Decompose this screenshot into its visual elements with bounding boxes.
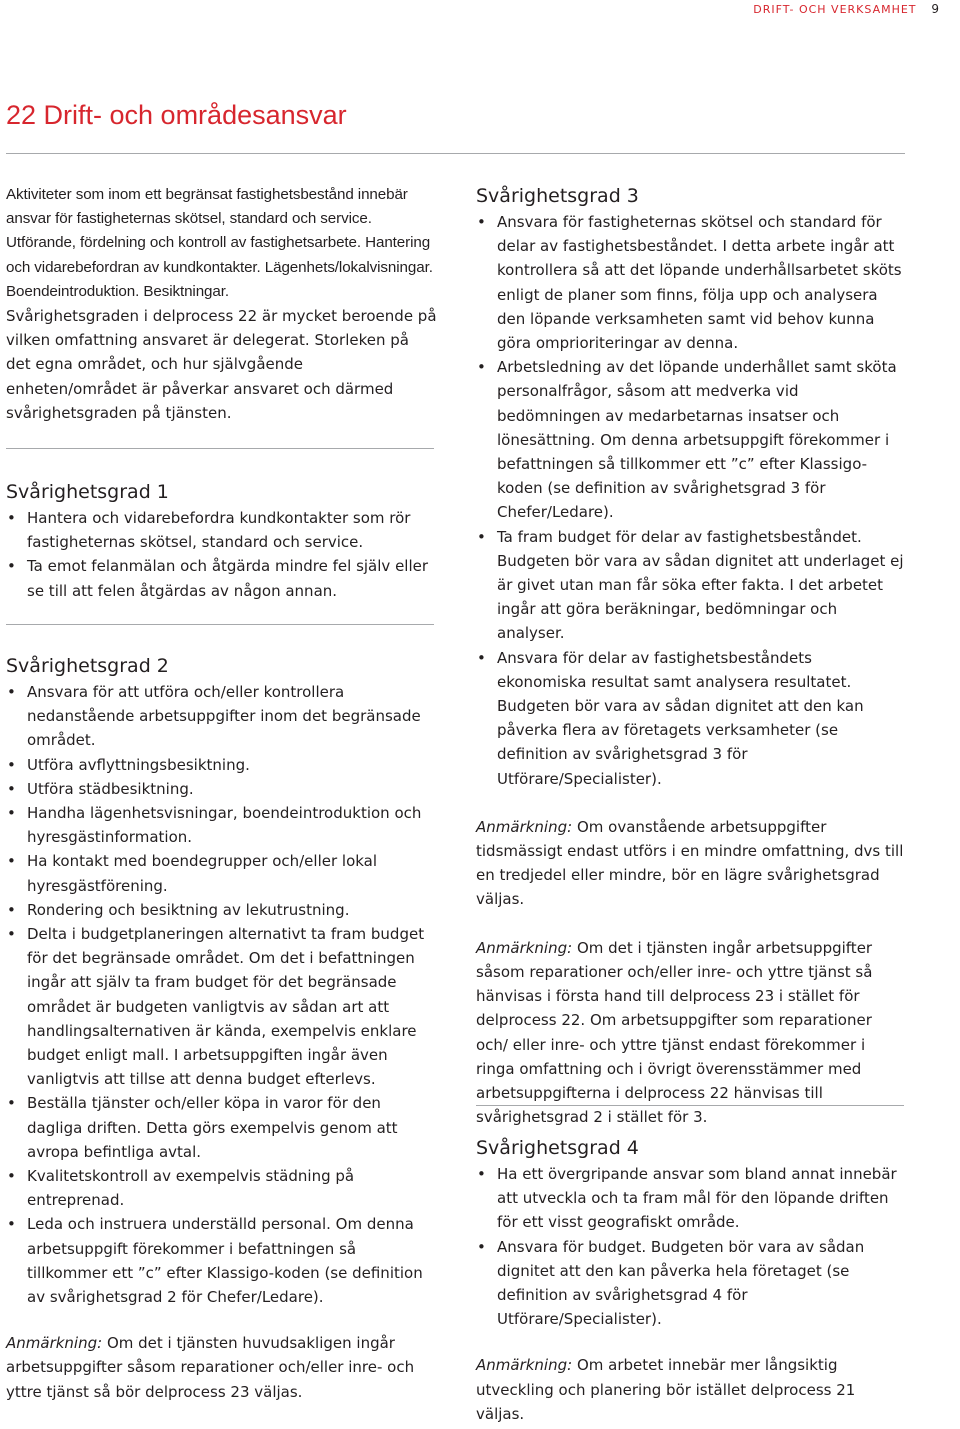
list-item: • Delta i budgetplaneringen alternativt ta fram budget för det begränsade området. Om det i befattningen ingår att själv ta fram budget för det begränsade området är budgeten vanligtvis av sådan art att handlingsalternativen är kända, exempelvis enklare budget enligt mall. I arbetsuppgiften ingår även vanligtvis att tillse att denna budget efterlevs.: [6, 922, 438, 1091]
list-item: • Ha ett övergripande ansvar som bland annat innebär att utveckla och ta fram mål för den löpande driften för ett visst geografiskt område.: [476, 1162, 906, 1235]
title-divider: [6, 153, 905, 154]
grade-4-section: [476, 1136, 906, 1426]
list-item: • Handha lägenhetsvisningar, boendeintroduktion och hyresgästinformation.: [6, 801, 438, 849]
grade-4-list: [476, 1162, 906, 1331]
grade-1-list: [6, 506, 438, 603]
note-text: Om det i tjänsten huvudsakligen ingår arbetsuppgifter såsom reparationer och/eller inre- och yttre tjänst så bör delprocess 23 väljas.: [6, 1334, 415, 1401]
note-text: Om det i tjänsten ingår arbetsuppgifter såsom reparationer och/eller inre- och yttre tjänst så hänvisas i första hand till delprocess 23 i stället för delprocess 22. Om arbetsuppgifter som reparationer och/ eller inre- och yttre tjänst endast förekommer i ringa omfattning och i övrigt överensstämmer med arbetsuppgifterna i delprocess 22 hänvisas till svårighetsgrad 2 i stället för 3.: [476, 938, 873, 1127]
grade-4-note: [476, 1353, 906, 1426]
list-item: • Beställa tjänster och/eller köpa in varor för den dagliga driften. Detta görs exempelvis genom att avropa befintliga avtal.: [6, 1091, 438, 1164]
list-item: • Utföra avflyttningsbesiktning.: [6, 753, 438, 777]
note-label: Anmärkning:: [476, 817, 573, 836]
list-item: • Kvalitetskontroll av exempelvis städning på entreprenad.: [6, 1164, 438, 1212]
running-header: [753, 2, 940, 16]
grade-3-note-2: [476, 936, 906, 1130]
list-item: • Ansvara för budget. Budgeten bör vara av sådan dignitet att den kan påverka hela företaget (se definition av svårighetsgrad 4 för Utförare/Specialister).: [476, 1235, 906, 1332]
grade-4-heading: Svårighetsgrad 4: [476, 1137, 639, 1159]
note-label: Anmärkning:: [6, 1334, 103, 1353]
grade-3-section: [476, 184, 906, 1129]
grade-2-heading: Svårighetsgrad 2: [6, 655, 169, 677]
grade-1-section: [6, 480, 438, 603]
left-column: [6, 183, 438, 425]
list-item: • Leda och instruera underställd personal. Om denna arbetsuppgift förekommer i befattningen så tillkommer ett ”c” efter Klassigo-koden (se definition av svårighetsgrad 2 för Chefer/Ledare).: [6, 1212, 438, 1309]
list-item: • Ansvara för att utföra och/eller kontrollera nedanstående arbetsuppgifter inom det begränsade området.: [6, 680, 438, 753]
intro-paragraph: Aktiviteter som inom ett begränsat fastighetsbestånd innebär ansvar för fastigheternas skötsel, standard och service. Utförande, fördelning och kontroll av fastighetsarbete. Hantering och vidarebefordran av kundkontakter. Lägenhets/lokalvisningar. Boendeintroduktion. Besiktningar.: [6, 186, 433, 300]
intro-paragraph-2: Svårighetsgraden i delprocess 22 är mycket beroende på vilken omfattning ansvaret är delegerat. Storleken på det egna området, och hur självgående enheten/området är påverkar ansvaret och därmed svårighetsgraden på tjänsten.: [6, 307, 437, 422]
note-label: Anmärkning:: [476, 1356, 573, 1375]
page-title: 22 Drift- och områdesansvar: [6, 100, 347, 130]
section-divider-2: [6, 624, 434, 625]
section-divider-3: [476, 1105, 904, 1106]
grade-3-heading: Svårighetsgrad 3: [476, 185, 639, 207]
note-text: Om arbetet innebär mer långsiktig utveckling och planering bör istället delprocess 21 väljas.: [476, 1356, 856, 1423]
list-item: • Ta fram budget för delar av fastighetsbeståndet. Budgeten bör vara av sådan dignitet att underlaget ej är givet utan man får söka efter fakta. I det arbetet ingår att göra beräkningar, bedömningar och analyser.: [476, 525, 906, 646]
list-item: • Ansvara för delar av fastighetsbeståndets ekonomiska resultat samt analysera resultatet. Budgeten bör vara av sådan dignitet att den kan påverka flera av företagets verksamheter (se definition av svårighetsgrad 3 för Utförare/Specialister).: [476, 646, 906, 791]
note-label: Anmärkning:: [476, 938, 573, 957]
list-item: • Utföra städbesiktning.: [6, 777, 438, 801]
list-item: • Hantera och vidarebefordra kundkontakter som rör fastigheternas skötsel, standard och service.: [6, 506, 438, 554]
grade-2-note: [6, 1331, 438, 1404]
list-item: • Arbetsledning av det löpande underhållet samt sköta personalfrågor, såsom att medverka vid bedömningen av medarbetarnas insatser och lönesättning. Om denna arbetsuppgift förekommer i befattningen så tillkommer ett ”c” efter Klassigo-koden (se definition av svårighetsgrad 3 för Chefer/Ledare).: [476, 355, 906, 524]
grade-1-heading: Svårighetsgrad 1: [6, 481, 169, 503]
page-number: 9: [931, 2, 940, 16]
grade-3-note-1: [476, 815, 906, 912]
grade-3-list: [476, 210, 906, 791]
list-item: • Ha kontakt med boendegrupper och/eller lokal hyresgästförening.: [6, 849, 438, 897]
list-item: • Rondering och besiktning av lekutrustning.: [6, 898, 438, 922]
list-item: • Ansvara för fastigheternas skötsel och standard för delar av fastighetsbeståndet. I detta arbete ingår att kontrollera så att det löpande underhållsarbetet sköts enligt de planer som finns, följa upp och analysera den löpande verksamheten samt vid behov kunna göra omprioriteringar av denna.: [476, 210, 906, 355]
section-divider-1: [6, 448, 434, 449]
running-header-section: DRIFT- OCH VERKSAMHET: [753, 3, 917, 16]
list-item: • Ta emot felanmälan och åtgärda mindre fel själv eller se till att felen åtgärdas av någon annan.: [6, 554, 438, 602]
note-text: Om ovanstående arbetsuppgifter tidsmässigt endast utförs i en mindre omfattning, dvs till en tredjedel eller mindre, bör en lägre svårighetsgrad väljas.: [476, 817, 904, 909]
grade-2-section: [6, 654, 438, 1404]
grade-2-list: [6, 680, 438, 1309]
